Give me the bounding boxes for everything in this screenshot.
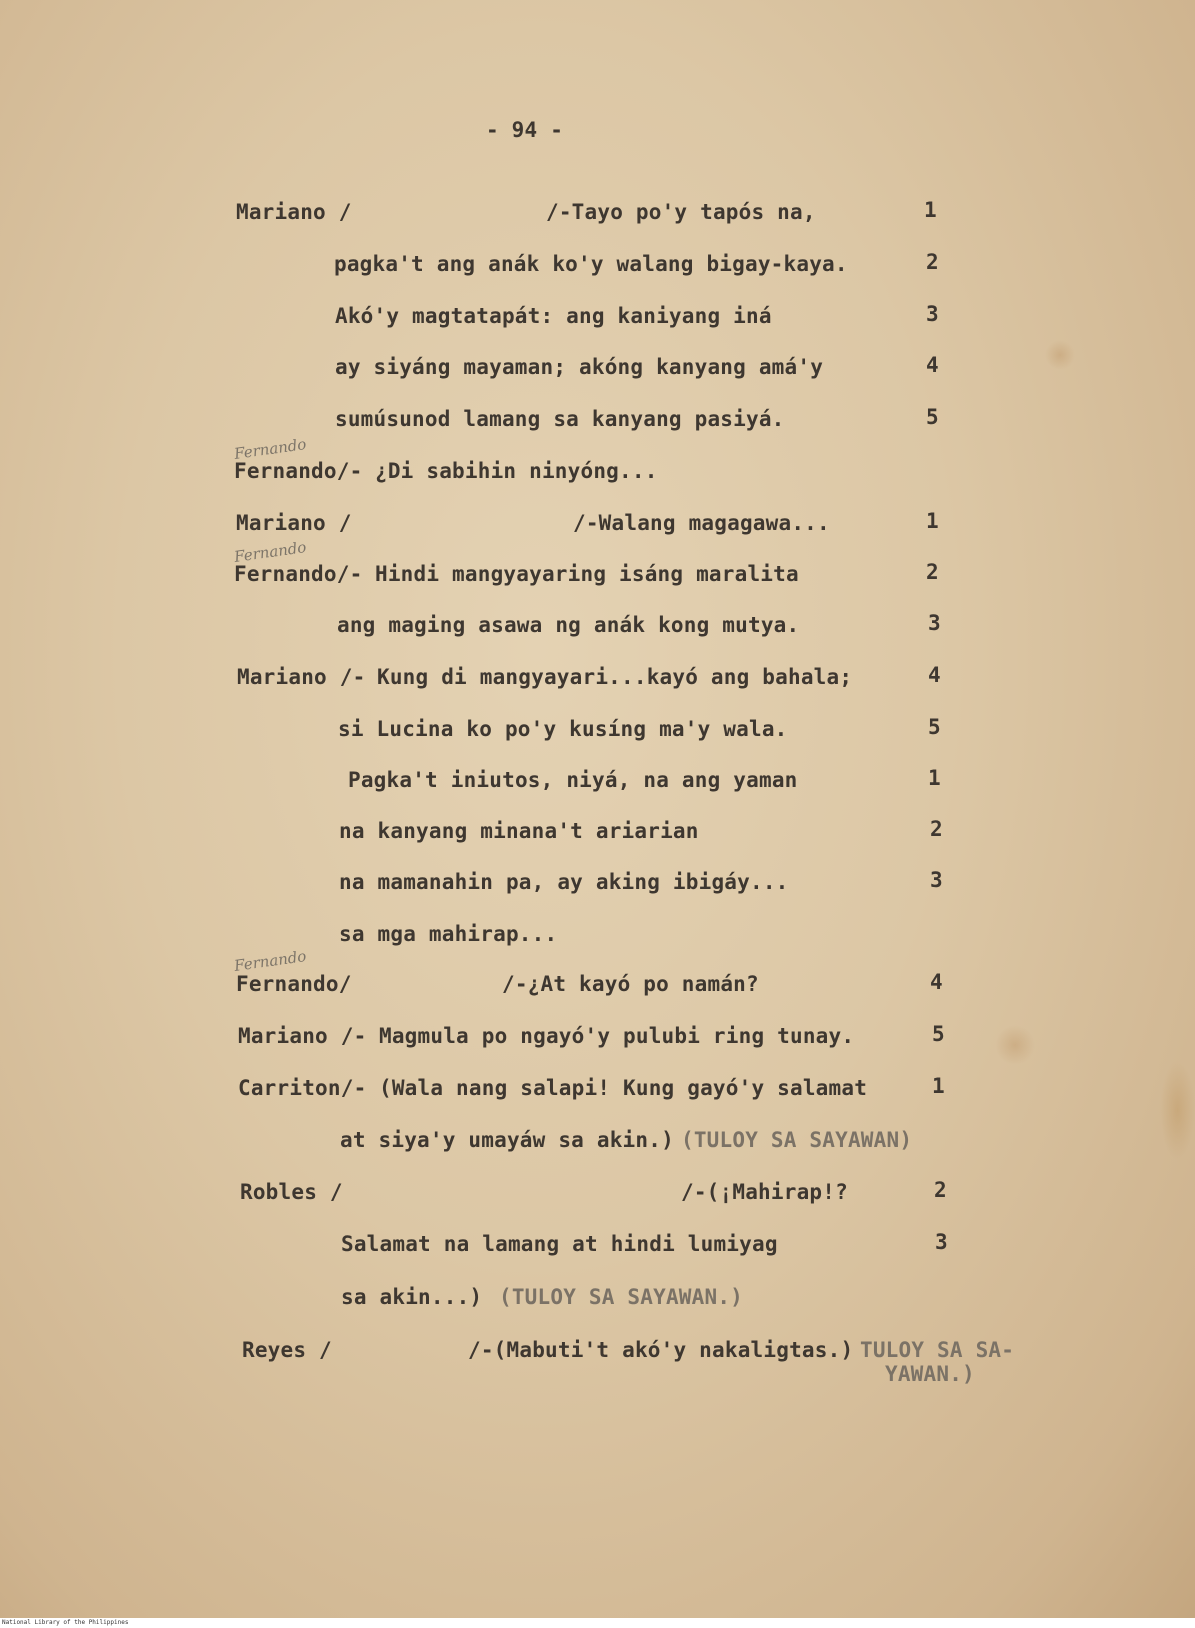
verse-line: /-(¡Mahirap!?	[681, 1180, 848, 1204]
verse-line: Salamat na lamang at hindi lumiyag	[341, 1232, 778, 1256]
verse-line: Magmula po ngayó'y pulubi ring tunay.	[379, 1024, 855, 1048]
footer-credit: National Library of the Philippines	[0, 1618, 1195, 1628]
verse-line: ¿Di sabihin ninyóng...	[375, 459, 658, 483]
verse-line: si Lucina ko po'y kusíng ma'y wala.	[338, 717, 788, 741]
page-number: - 94 -	[486, 118, 564, 142]
speaker-label: Robles /	[240, 1180, 343, 1204]
verse-number: 1	[926, 509, 939, 533]
verse-number: 3	[926, 302, 939, 326]
verse-number: 2	[926, 250, 939, 274]
verse-number: 4	[926, 353, 939, 377]
verse-number: 3	[928, 611, 941, 635]
verse-line: na mamanahin pa, ay aking ibigáy...	[339, 870, 789, 894]
verse-line: pagka't ang anák ko'y walang bigay-kaya.	[334, 252, 848, 276]
speaker-label: Reyes /	[242, 1338, 332, 1362]
verse-line: /-Walang magagawa...	[573, 511, 830, 535]
verse-line: /-¿At kayó po namán?	[502, 972, 759, 996]
speaker-label: Fernando/-	[234, 459, 363, 483]
verse-number: 1	[932, 1074, 945, 1098]
speaker-label: Mariano /-	[237, 665, 366, 689]
verse-line: ang maging asawa ng anák kong mutya.	[337, 613, 800, 637]
verse-number: 2	[926, 560, 939, 584]
verse-number: 3	[935, 1230, 948, 1254]
verse-line: Pagka't iniutos, niyá, na ang yaman	[348, 768, 798, 792]
stage-direction: TULOY SA SA-	[860, 1338, 1015, 1362]
handwritten-annotation: Fernando	[233, 538, 308, 566]
stage-direction-continued: YAWAN.)	[885, 1362, 975, 1386]
verse-line: na kanyang minana't ariarian	[339, 819, 699, 843]
verse-line: /-Tayo po'y tapós na,	[546, 200, 816, 224]
speaker-label: Mariano /-	[238, 1024, 367, 1048]
speaker-label: Fernando/-	[234, 562, 363, 586]
verse-line: Akó'y magtatapát: ang kaniyang iná	[335, 304, 772, 328]
verse-number: 2	[934, 1178, 947, 1202]
stage-direction: (TULOY SA SAYAWAN)	[681, 1128, 913, 1152]
speaker-label: Fernando/	[236, 972, 352, 996]
verse-line: sa akin...)	[341, 1285, 483, 1309]
verse-number: 4	[928, 663, 941, 687]
verse-number: 4	[930, 970, 943, 994]
verse-number: 5	[932, 1022, 945, 1046]
verse-number: 2	[930, 817, 943, 841]
verse-line: Hindi mangyayaring isáng maralita	[375, 562, 799, 586]
stage-direction: (TULOY SA SAYAWAN.)	[499, 1285, 744, 1309]
verse-line: at siya'y umayáw sa akin.)	[340, 1128, 674, 1152]
verse-line: /-(Mabuti't akó'y nakaligtas.)	[468, 1338, 854, 1362]
handwritten-annotation: Fernando	[233, 947, 308, 975]
verse-line: (Wala nang salapi! Kung gayó'y salamat	[379, 1076, 868, 1100]
verse-number: 5	[926, 405, 939, 429]
speaker-label: Mariano /	[236, 200, 352, 224]
verse-number: 3	[930, 868, 943, 892]
verse-line: sumúsunod lamang sa kanyang pasiyá.	[335, 407, 785, 431]
verse-number: 1	[928, 766, 941, 790]
handwritten-annotation: Fernando	[233, 435, 308, 463]
speaker-label: Carriton/-	[238, 1076, 367, 1100]
verse-number: 5	[928, 715, 941, 739]
verse-line: Kung di mangyayari...kayó ang bahala;	[377, 665, 853, 689]
verse-line: sa mga mahirap...	[339, 922, 558, 946]
speaker-label: Mariano /	[236, 511, 352, 535]
verse-line: ay siyáng mayaman; akóng kanyang amá'y	[335, 355, 824, 379]
verse-number: 1	[924, 198, 937, 222]
